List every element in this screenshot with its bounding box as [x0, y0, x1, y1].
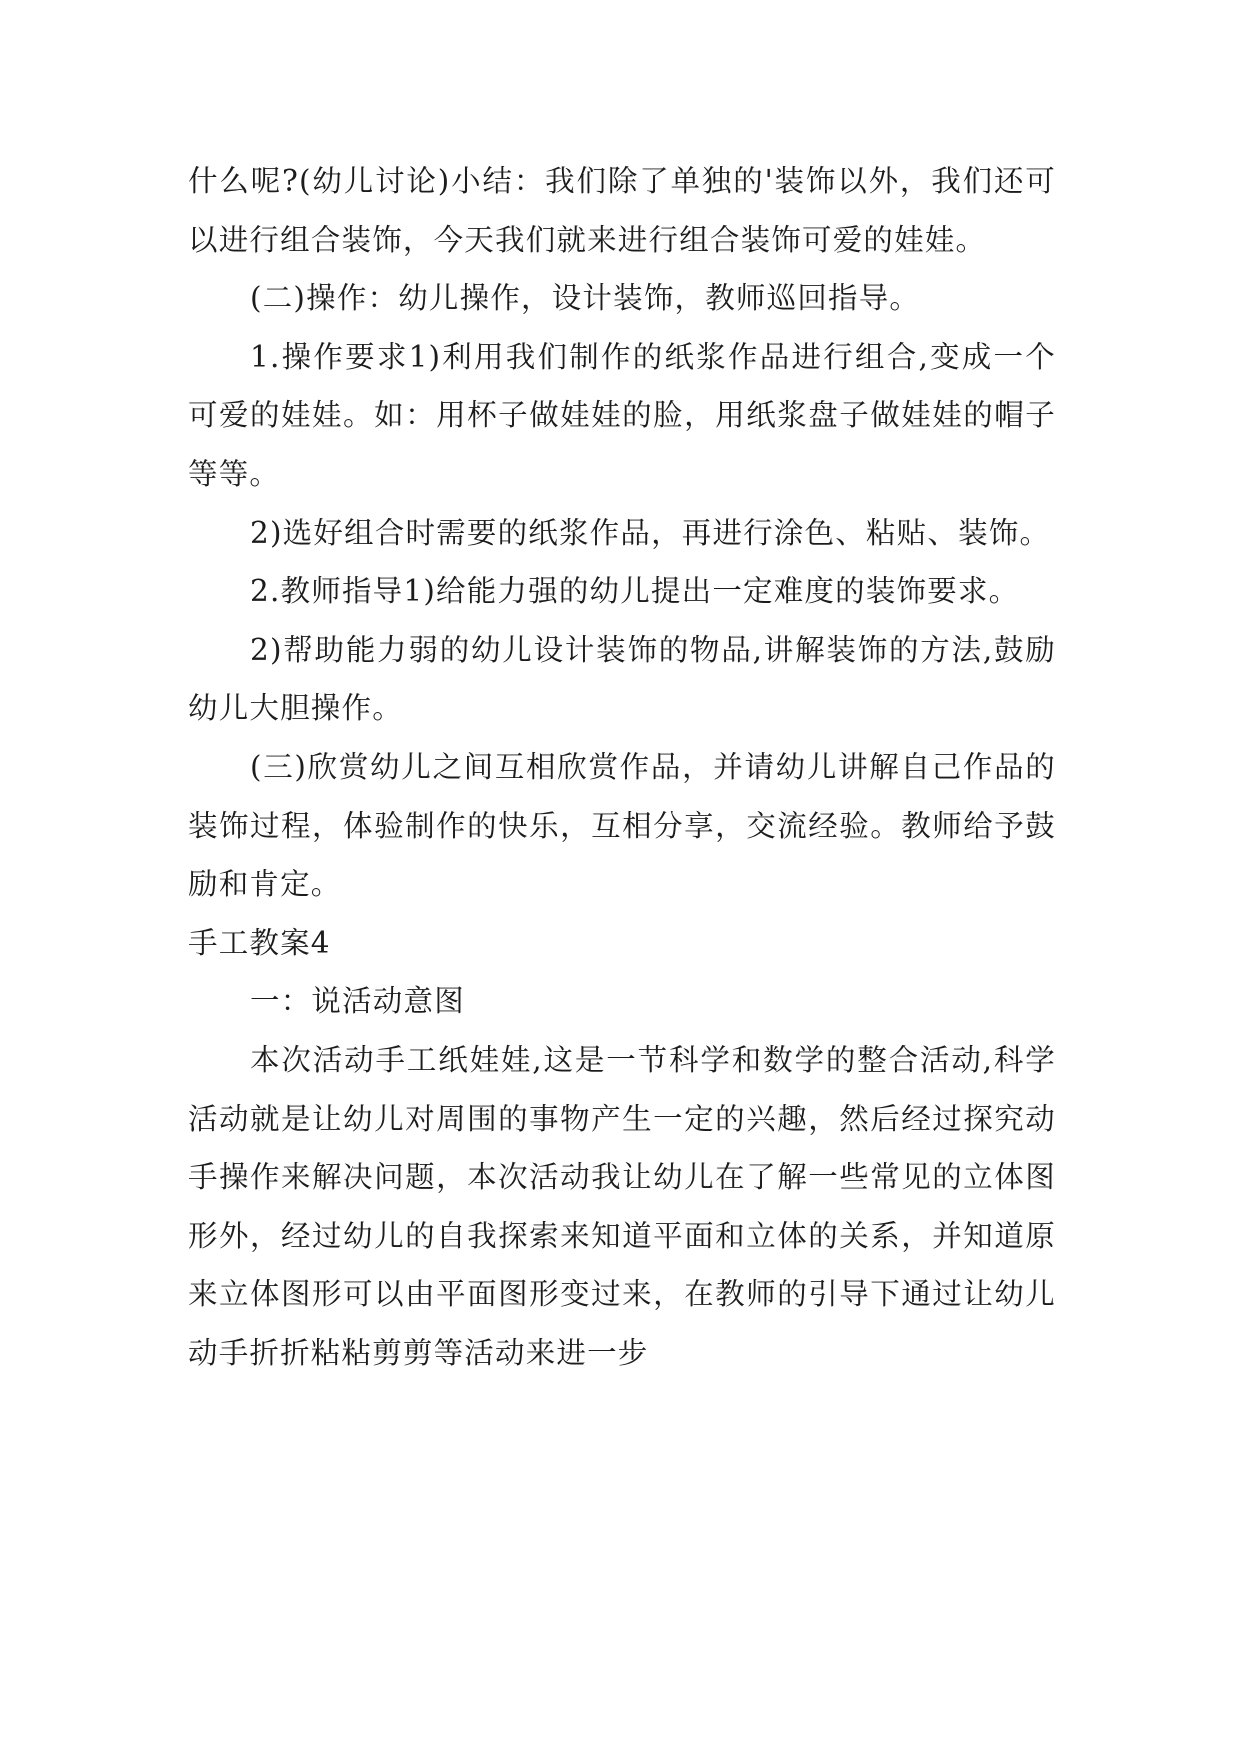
paragraph-discussion-summary: 什么呢?(幼儿讨论)小结：我们除了单独的'装饰以外，我们还可以进行组合装饰，今天我们就来进行组合装饰可爱的娃娃。 — [188, 164, 1056, 257]
subheading-activity-intent: 一：说活动意图 — [250, 984, 465, 1019]
paragraph-appreciation: (三)欣赏幼儿之间互相欣赏作品，并请幼儿讲解自己作品的装饰过程，体验制作的快乐，互相分享，交流经验。教师给予鼓励和肯定。 — [188, 749, 1056, 902]
paragraph-operation-requirement-1: 1.操作要求1)利用我们制作的纸浆作品进行组合,变成一个可爱的娃娃。如：用杯子做娃娃的脸，用纸浆盘子做娃娃的帽子等等。 — [188, 339, 1056, 491]
paragraph-teacher-guidance-2: 2)帮助能力弱的幼儿设计装饰的物品,讲解装饰的方法,鼓励幼儿大胆操作。 — [188, 632, 1056, 726]
paragraph-activity-description: 本次活动手工纸娃娃,这是一节科学和数学的整合活动,科学活动就是让幼儿对周围的事物产生一定的兴趣，然后经过探究动手操作来解决问题，本次活动我让幼儿在了解一些常见的立体图形外，经过幼儿的自我探索来知道平面和立体的关系，并知道原来立体图形可以由平面图形变过来，在教师的引导下通过让幼儿动手折折粘粘剪剪等活动来进一步 — [188, 1042, 1056, 1370]
section-heading: 手工教案4 — [188, 925, 331, 960]
paragraph-teacher-guidance-1: 2.教师指导1)给能力强的幼儿提出一定难度的装饰要求。 — [250, 574, 1020, 609]
document-body — [188, 152, 1056, 1382]
paragraph-operation: (二)操作：幼儿操作，设计装饰，教师巡回指导。 — [250, 281, 921, 316]
paragraph-operation-requirement-2: 2)选好组合时需要的纸浆作品，再进行涂色、粘贴、装饰。 — [250, 515, 1051, 550]
